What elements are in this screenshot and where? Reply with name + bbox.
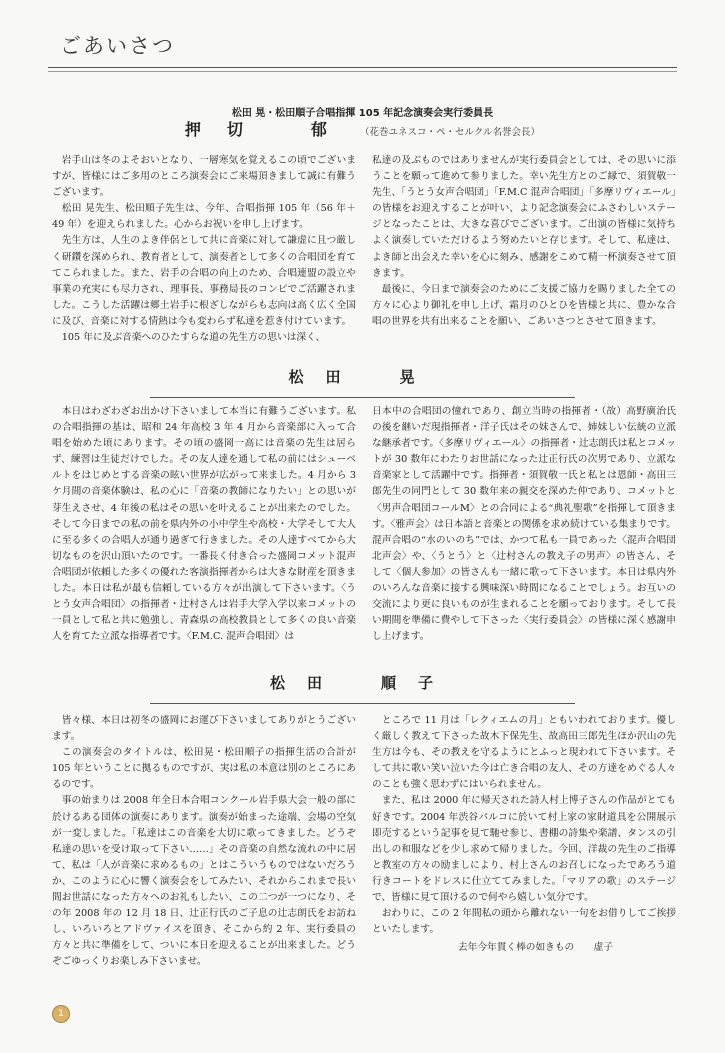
- greeting-1-right-column: [372, 153, 676, 330]
- section-name: 松田 晃: [288, 368, 437, 386]
- haiku: 去年今年貫く棒の如きもの 虚子: [458, 942, 613, 954]
- paragraph: また、私は 2000 年に帰天された詩人村上博子さんの作品がとても好きです。2004 年渋谷パルコに於いて村上家の家財道具を公開展示即売するという記事を見て馳せ参じ、書棚の詩集や楽譜、タンスの引出しの和服などを少し求めて帰りました。今回、洋裁の先生のご指導と教室の方々の励ましにより、村上さんのお召しになったであろう道行きコートをドレスに仕立ててみました。「マリアの歌」のステージで、皆様に見て頂けるので何やら嬉しい気分です。: [372, 795, 676, 904]
- section-name: 松田 順子: [269, 674, 455, 692]
- paragraph: 松田 晃先生、松田順子先生は、今年、合唱指揮 105 年（56 年＋49 年）を迎えられました。心からお祝いを申し上げます。: [52, 203, 356, 231]
- paragraph: 本日はわざわざお出かけ下さいまして本当に有難うございます。私の合唱指揮の基は、昭和 24 年高校 3 年 4 月から音楽部に入って合唱を始めた頃にあります。その頃の盛岡一高には音楽の先生は居らず、練習は生徒だけでした。その友人達を通して私の前にはシューベルトをはじめとする音楽の眩い世界が広がって来ました。4 月から 3 ケ月間の音楽体験は、私の心に「音楽の教師になりたい」との思いが芽生えさせ、4 年後の私はその思いを叶えることが出来たのでした。そして今日までの私の前を県内外の小中学生や高校・大学そして大人に至る多くの合唱人が通り過ぎて行きました。その人達すべてから大切なものを沢山頂いたのです。一番長く付き合った盛岡コメット混声合唱団が依頼した多くの優れた客演指揮者からは大きな財産を頂きました。本日は私が最も信頼している方々が出演して下さいます。〈うとう女声合唱団〉の指揮者・辻村さんは岩手大学入学以来コメットの一員として私と共に勉強し、青森県の高校教員として多くの良い音楽人を育てた立派な指導者です。〈F.M.C. 混声合唱団〉は: [52, 406, 356, 643]
- paragraph: この演奏会のタイトルは、松田晃・松田順子の指揮生活の合計が 105 年ということに拠るものですが、実は私の本意は別のところにあるのです。: [52, 747, 356, 791]
- paragraph: 事の始まりは 2008 年全日本合唱コンクール岩手県大会一般の部に於けるある団体の演奏にあります。演奏が始まった途端、会場の空気が一変しました。「私達はこの音楽を大切に歌ってきました。どうぞ私達の思いを受け取って下さい……」その音楽の自然な流れの中に居て、私は「人が音楽に求めるもの」とはこういうものではないだろうか、このように心に響く演奏会をしてみたい、それからこれまで長い間お世話になった方々へのお礼もしたい、この二つが一つになり、その年 2008 年の 12 月 18 日、辻正行氏のご子息の辻志朗氏をお訪ねし、いろいろとアドヴァイスを頂き、そこから約 2 年、実行委員の方々と共に準備をして、ついに本日を迎えることが出来ました。どうぞごゆっくりお楽しみ下さいませ。: [52, 795, 356, 968]
- section-divider: [150, 703, 575, 704]
- page-title: ごあいさつ: [60, 34, 175, 58]
- paragraph: 岩手山は冬のよそおいとなり、一層寒気を覚えるこの頃でございますが、皆様にはご多用のところ演奏会にご来場頂きまして誠に有難うございます。: [52, 155, 356, 199]
- paragraph: 日本中の合唱団の憧れであり、創立当時の指揮者・（故）高野廣治氏の後を継いだ現指揮者・洋子氏はその妹さんで、姉妹しい伝統の立派な継承者です。〈多摩リヴィエール〉の指揮者・辻志朗氏は私とコメットが 30 数年にわたりお世話になった辻正行氏の次男であり、立派な音楽家として活躍中です。指揮者・須賀敬一氏と私とは恩師・高田三郎先生の同門として 30 数年来の親交を深めた仲であり、コメットと〈男声合唱団コールM〉との合同による“典礼聖歌”を指揮して頂きます。〈雅声会〉は日本語と音楽との関係を求め続けている集まりです。混声合唱の“水のいのち”では、かつて私も一員であった〈混声合唱団北声会〉や、〈うとう〉と〈辻村さんの教え子の男声〉の皆さん、そして〈個人参加〉の皆さんも一緒に歌って下さいます。本日は県内外のいろんな音楽に接する興味深い時間になることでしょう。お互いの交流により更に良いものが生まれることを願っております。そして長い期間を準備に費やして下さった〈実行委員会〉の皆様に深く感謝申し上げます。: [372, 406, 676, 643]
- section-divider: [150, 397, 575, 398]
- greeting-3-right-column: [372, 713, 676, 956]
- paragraph: 最後に、今日まで演奏会のためにご支援ご協力を賜りました全ての方々に心より御礼を申し上げ、霜月のひとひを皆様と共に、豊かな合唱の世界を共有出来ることを願い、ごあいさつとさせて頂きます。: [372, 283, 676, 327]
- section-header-matsuda-junko: [150, 672, 575, 704]
- greeting-2-left-column: [52, 404, 356, 645]
- greeting-2-right-column: [372, 404, 676, 645]
- author-heading: [0, 117, 725, 140]
- greeting-3-left-column: [52, 713, 356, 971]
- author-affiliation: 松田 晃・松田順子合唱指揮 105 年記念演奏会実行委員長: [231, 108, 494, 119]
- paragraph: 皆々様、本日は初冬の盛岡にお運び下さいましてありがとうございます。: [52, 715, 356, 743]
- author-name: 押切 郁: [184, 120, 353, 139]
- paragraph: 私達の及ぶものではありませんが実行委員会としては、その思いに添うことを願って進めて参りました。幸い先生方とのご縁で、須賀敬一先生、「うとう女声合唱団」「F.M.C 混声合唱団」「多摩リヴィエール」の皆様をお迎えすることが叶い、より記念演奏会にふさわしいステージとなったことは、大きな喜びでございます。ご出演の皆様に気持ちよく演奏していただけるよう努めたいと存じます。そして、私達は、よき師と出会えた幸いを心に刻み、感謝をこめて精一杯演奏させて頂きます。: [372, 155, 676, 279]
- paragraph: 先生方は、人生のよき伴侶として共に音楽に対して謙虚に且つ厳しく研鑽を深められ、教育者として、演奏者として多くの合唱団を育ててこられました。また、岩手の合唱の向上のため、合唱連盟の設立や事業の充実にも尽力され、理事長、事務局長のコンピでご活躍されました。こうした活躍は郷土岩手に根ざしながらも志向は高く広く全国に及び、音楽に対する情熱は今も変わらず私達を惹き付けています。: [52, 235, 356, 327]
- paragraph: おわりに、この 2 年間私の頭から離れない一句をお借りしてご挨拶といたします。: [372, 908, 676, 936]
- paragraph: 105 年に及ぶ音楽へのひたすらな道の先生方の思いは深く、: [61, 332, 326, 344]
- title-divider: [48, 67, 677, 72]
- paragraph: ところで 11 月は「レクィエムの月」ともいわれております。優しく厳しく教えて下さった故木下保先生、故高田三郎先生ほか沢山の先生方は今も、その教えを守るようにとふっと現われて下さいます。そして共に歌い笑い泣いた今は亡き合唱の友人、その方達をめぐる人々のことも強く思わずにはいられません。: [372, 715, 676, 791]
- section-header-matsuda-akira: [150, 366, 575, 398]
- author-subtitle: （花巻ユネスコ・ペ・セルクル名誉会長）: [360, 127, 541, 138]
- page-number-badge: 1: [52, 1005, 70, 1023]
- greeting-1-left-column: [52, 153, 356, 346]
